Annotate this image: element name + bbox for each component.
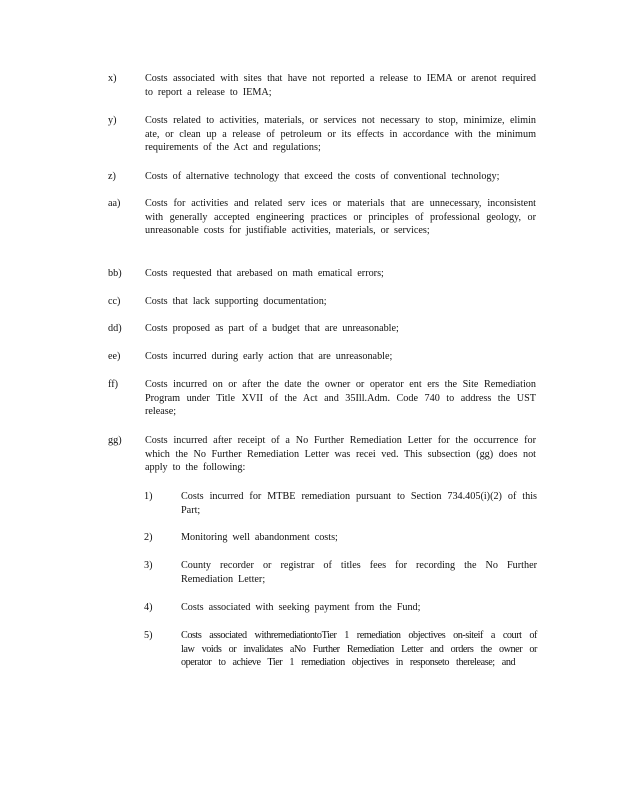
item-label: bb) xyxy=(108,268,122,279)
item-text: Costs incurred during early action that are unreasonable; xyxy=(145,351,393,362)
item-text: Costs proposed as part of a budget that are unreasonable; xyxy=(145,323,399,334)
sub-item-label: 1) xyxy=(144,491,153,502)
sub-item-text: Monitoring well abandonment costs; xyxy=(181,532,338,543)
item-label: ee) xyxy=(108,351,121,362)
item-text: Costs for activities and related serv ices or materials that are unnecessary, inconsistent with generally accepted engineering practices or principles of professional geology, or unreasonable costs for justifiable activities, materials, or services; xyxy=(145,198,536,237)
item-text: Costs requested that arebased on math ematical errors; xyxy=(145,268,384,279)
item-label: y) xyxy=(108,115,117,126)
item-label: x) xyxy=(108,73,117,84)
sub-item-text: Costs incurred for MTBE remediation pursuant to Section 734.405(i)(2) of this Part; xyxy=(181,491,537,516)
sub-item-text: Costs associated with seeking payment from the Fund; xyxy=(181,602,421,613)
item-label: cc) xyxy=(108,296,121,307)
item-text: Costs incurred on or after the date the owner or operator ent ers the Site Remediation Program under Title XVII of the Act and 35Ill.Adm. Code 740 to address the UST release; xyxy=(145,379,536,418)
item-label: ff) xyxy=(108,379,118,390)
sub-item-label: 4) xyxy=(144,602,153,613)
item-text: Costs of alternative technology that exceed the costs of conventional technology; xyxy=(145,171,500,182)
sub-item-label: 3) xyxy=(144,560,153,571)
sub-item-label: 5) xyxy=(144,630,153,641)
item-text: Costs incurred after receipt of a No Further Remediation Letter for the occurrence for which the No Further Remediation Letter was recei ved. This subsection (gg) does not apply to the following: xyxy=(145,435,536,474)
item-label: dd) xyxy=(108,323,122,334)
item-label: aa) xyxy=(108,198,121,209)
sub-item-text: County recorder or registrar of titles fees for recording the No Further Remediation Letter; xyxy=(181,560,537,585)
sub-item-text: Costs associated withremediationtoTier 1 remediation objectives on-siteif a court of law voids or invalidates aNo Further Remediation Letter and orders the owner or operator to achieve Tier 1 remediation objectives in responseto therelease; and xyxy=(181,630,537,669)
item-text: Costs related to activities, materials, or services not necessary to stop, minimize, elimin ate, or clean up a release of petroleum or its effects in accordance with the minimum requirements of the Act and regulations; xyxy=(145,115,536,154)
item-text: Costs associated with sites that have not reported a release to IEMA or arenot required to report a release to IEMA; xyxy=(145,73,536,98)
item-label: gg) xyxy=(108,435,122,446)
item-label: z) xyxy=(108,171,116,182)
item-text: Costs that lack supporting documentation; xyxy=(145,296,327,307)
sub-item-label: 2) xyxy=(144,532,153,543)
